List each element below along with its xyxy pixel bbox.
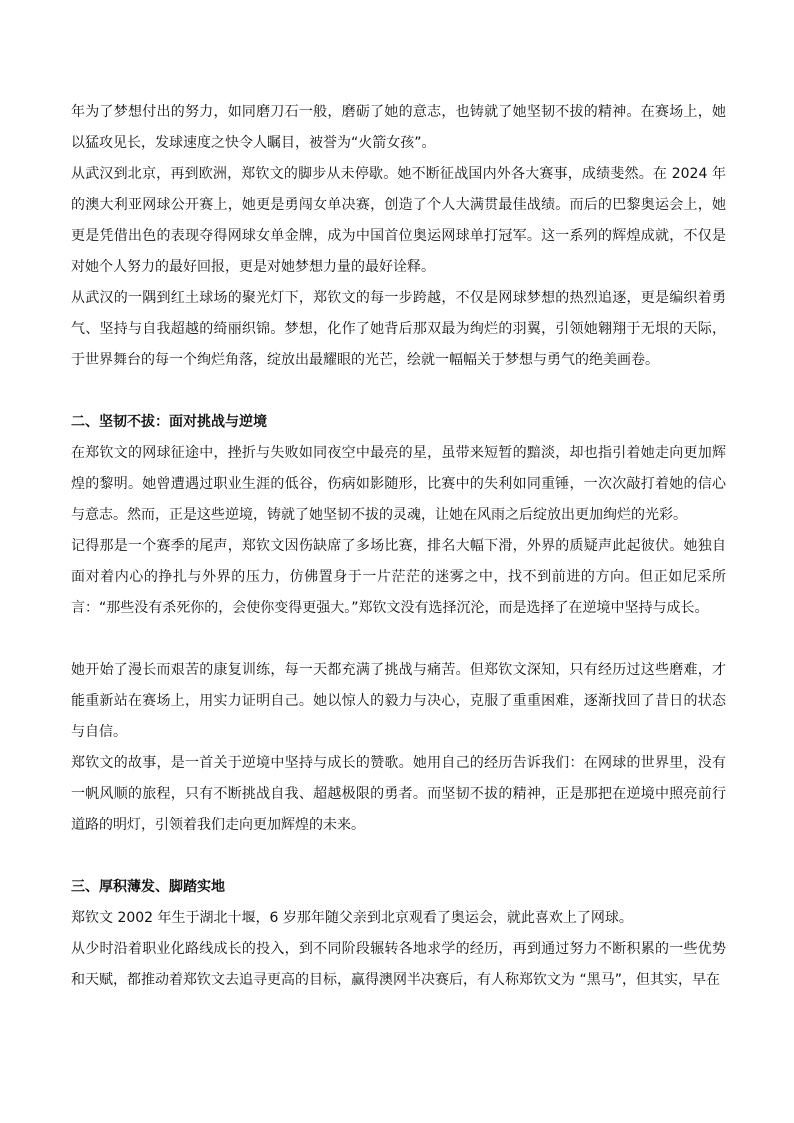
paragraph-8: 郑钦文 2002 年生于湖北十堰，6 岁那年随父亲到北京观看了奥运会，就此喜欢上了网球。 [71, 910, 633, 926]
paragraph-2: 从武汉到北京，再到欧洲，郑钦文的脚步从未停歇。她不断征战国内外各大赛事，成绩斐然。在 2024 年的澳大利亚网球公开赛上，她更是勇闯女单决赛，创造了个人大满贯最佳战绩。而后的巴黎奥运会上，她更是凭借出色的表现夺得网球女单金牌，成为中国首位奥运网球单打冠军。这一系列的辉煌成就，不仅是对她个人努力的最好回报，更是对她梦想力量的最好诠释。 [71, 166, 726, 275]
spacer [71, 376, 726, 407]
section-heading-2: 二、坚韧不拔：面对挑战与逆境 [71, 414, 267, 430]
spacer [71, 841, 726, 872]
spacer [71, 624, 726, 655]
section-heading-3: 三、厚积薄发、脚踏实地 [71, 879, 225, 895]
paragraph-3: 从武汉的一隅到红土球场的聚光灯下，郑钦文的每一步跨越，不仅是网球梦想的热烈追逐，更是编织着勇气、坚持与自我超越的绮丽织锦。梦想，化作了她背后那双最为绚烂的羽翼，引领她翱翔于无垠的天际，于世界舞台的每一个绚烂角落，绽放出最耀眼的光芒，绘就一幅幅关于梦想与勇气的绝美画卷。 [71, 290, 726, 368]
paragraph-6: 她开始了漫长而艰苦的康复训练，每一天都充满了挑战与痛苦。但郑钦文深知，只有经历过这些磨难，才能重新站在赛场上，用实力证明自己。她以惊人的毅力与决心，克服了重重困难，逐渐找回了昔日的状态与自信。 [71, 662, 726, 740]
document-page [71, 97, 726, 996]
paragraph-9: 从少时沿着职业化路线成长的投入，到不同阶段辗转各地求学的经历，再到通过努力不断积累的一些优势和天赋，都推动着郑钦文去追寻更高的目标，赢得澳网半决赛后，有人称郑钦文为 “黑马”，但其实，早在 [71, 941, 726, 988]
paragraph-7: 郑钦文的故事，是一首关于逆境中坚持与成长的赞歌。她用自己的经历告诉我们：在网球的世界里，没有一帆风顺的旅程，只有不断挑战自我、超越极限的勇者。而坚韧不拔的精神，正是那把在逆境中照亮前行道路的明灯，引领着我们走向更加辉煌的未来。 [71, 755, 726, 833]
paragraph-1: 年为了梦想付出的努力，如同磨刀石一般，磨砺了她的意志，也铸就了她坚韧不拔的精神。在赛场上，她以猛攻见长，发球速度之快令人瞩目，被誉为“火箭女孩”。 [71, 104, 726, 151]
paragraph-5: 记得那是一个赛季的尾声，郑钦文因伤缺席了多场比赛，排名大幅下滑，外界的质疑声此起彼伏。她独自面对着内心的挣扎与外界的压力，仿佛置身于一片茫茫的迷雾之中，找不到前进的方向。但正如尼采所言：“那些没有杀死你的，会使你变得更强大。”郑钦文没有选择沉沦，而是选择了在逆境中坚持与成长。 [71, 538, 726, 616]
paragraph-4: 在郑钦文的网球征途中，挫折与失败如同夜空中最亮的星，虽带来短暂的黯淡，却也指引着她走向更加辉煌的黎明。她曾遭遇过职业生涯的低谷，伤病如影随形，比赛中的失利如同重锤，一次次敲打着她的信心与意志。然而，正是这些逆境，铸就了她坚韧不拔的灵魂，让她在风雨之后绽放出更加绚烂的光彩。 [71, 445, 726, 523]
